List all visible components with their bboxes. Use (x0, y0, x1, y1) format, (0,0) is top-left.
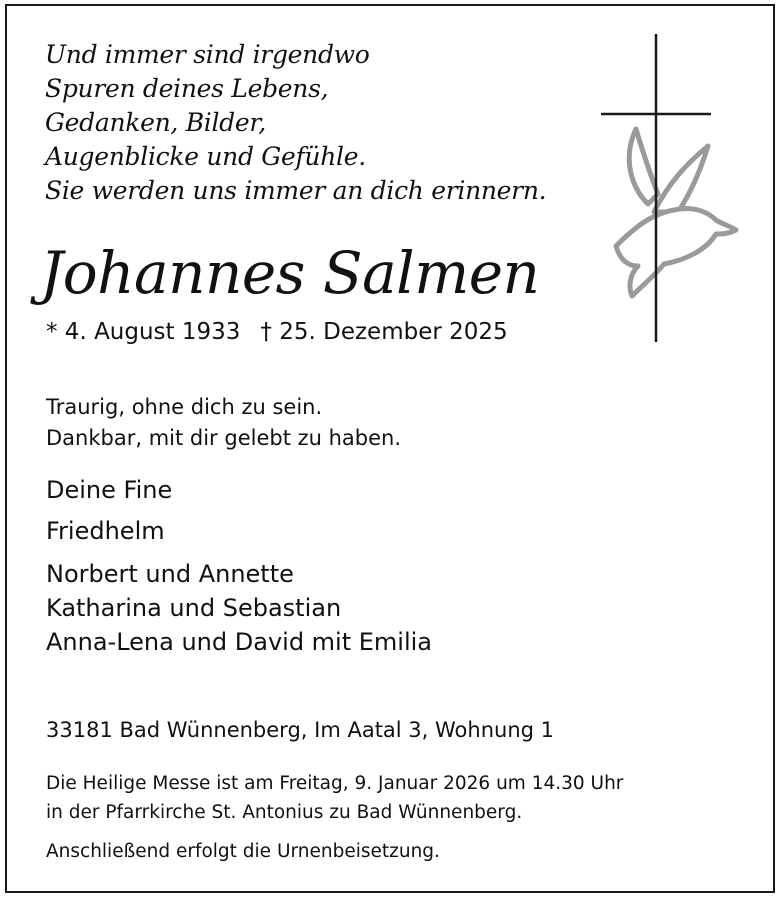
cross-icon (601, 34, 711, 342)
birth-date: * 4. August 1933 (46, 319, 241, 345)
service-info (46, 769, 623, 827)
mourner-entry: Norbert und Annette (46, 560, 294, 588)
tagline-line: Traurig, ohne dich zu sein. (46, 395, 323, 419)
life-dates (46, 317, 508, 347)
address: 33181 Bad Wünnenberg, Im Aatal 3, Wohnung 1 (46, 718, 554, 742)
deceased-name: Johannes Salmen (40, 239, 540, 307)
mourner-entry: Anna-Lena und David mit Emilia (46, 628, 433, 656)
poem-line: Augenblicke und Gefühle. (45, 142, 366, 171)
service-line: Die Heilige Messe ist am Freitag, 9. Januar 2026 um 14.30 Uhr (46, 773, 624, 794)
tagline-line: Dankbar, mit dir gelebt zu haben. (46, 426, 402, 450)
tagline (46, 392, 401, 454)
mourner-entry: Deine Fine (46, 476, 173, 504)
poem-line: Gedanken, Bilder, (45, 108, 266, 137)
dove-icon (616, 129, 736, 296)
poem-line: Sie werden uns immer an dich erinnern. (45, 176, 547, 205)
poem-line: Spuren deines Lebens, (45, 74, 329, 103)
poem-line: Und immer sind irgendwo (45, 40, 370, 69)
death-date: † 25. Dezember 2025 (260, 319, 508, 345)
cross-and-dove-icon (598, 34, 748, 344)
memorial-emblem (598, 34, 748, 344)
mourner-entry: Friedhelm (46, 517, 165, 545)
mourner-entry: Katharina und Sebastian (46, 594, 342, 622)
memorial-poem (45, 38, 546, 208)
burial-info: Anschließend erfolgt die Urnenbeisetzung. (46, 841, 440, 862)
service-line: in der Pfarrkirche St. Antonius zu Bad Wünnenberg. (46, 802, 523, 823)
